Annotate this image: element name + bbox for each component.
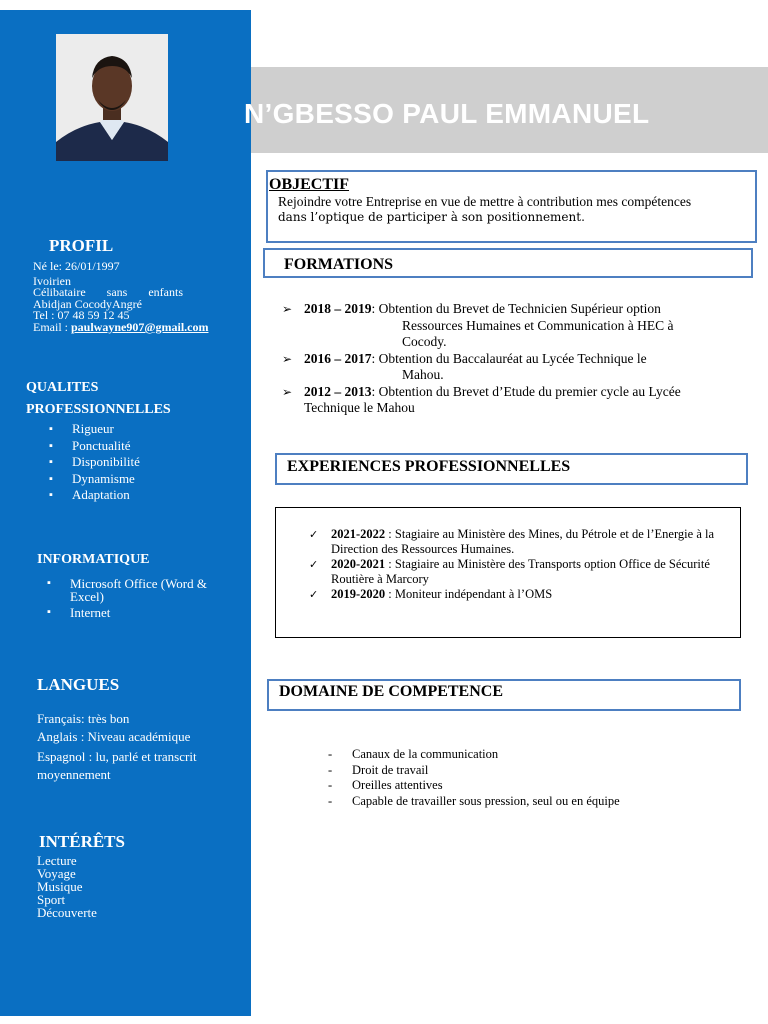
experiences-title: EXPERIENCES PROFESSIONNELLES: [287, 458, 571, 475]
experience-years: 2020-2021: [331, 557, 386, 571]
list-item: - Oreilles attentives: [328, 778, 748, 794]
langues-title: LANGUES: [37, 675, 120, 694]
profile-photo: [56, 34, 168, 161]
candidate-name: N’GBESSO PAUL EMMANUEL: [244, 98, 650, 129]
profil-birth: Né le: 26/01/1997: [33, 259, 120, 273]
experience-item: [307, 587, 727, 602]
list-item: - Capable de travailler sous pression, seul ou en équipe: [328, 794, 748, 810]
profil-title: PROFIL: [49, 236, 114, 255]
experience-text: : Moniteur indépendant à l’OMS: [385, 587, 553, 601]
list-item: ▪ Microsoft Office (Word & Excel): [45, 577, 235, 603]
profil-nationality: Ivoirien: [33, 274, 71, 288]
profil-address: Abidjan CocodyAngré: [33, 297, 142, 311]
langue-francais: Français: très bon: [37, 711, 130, 726]
email-label: Email :: [33, 320, 71, 334]
list-item: ▪ Ponctualité: [47, 438, 140, 455]
interet-item: Voyage: [37, 866, 76, 881]
formations-title: FORMATIONS: [284, 256, 394, 273]
domaine-list: [328, 747, 748, 809]
objectif-title: OBJECTIF: [269, 176, 350, 193]
experience-item: [307, 557, 727, 587]
formation-years: 2018 – 2019: [304, 301, 372, 316]
formation-text: : Obtention du Brevet de Technicien Supérieur option: [371, 301, 661, 316]
formation-text: Technique le Mahou: [304, 400, 415, 415]
formation-text: : Obtention du Brevet d’Etude du premier cycle au Lycée: [371, 383, 681, 399]
objectif-line-2: dans l’optique de participer à son positionnement.: [278, 210, 585, 224]
formations-list: [282, 301, 752, 417]
formation-text: Cocody.: [402, 334, 447, 349]
objectif-line-1: Rejoindre votre Entreprise en vue de mettre à contribution mes compétences: [278, 194, 692, 209]
langue-espagnol: Espagnol : lu, parlé et transcrit moyennement: [37, 749, 197, 782]
formation-item: [282, 351, 752, 384]
formation-item: [282, 384, 752, 417]
list-item: ▪ Rigueur: [47, 421, 140, 438]
list-item: ▪ Adaptation: [47, 487, 140, 504]
experience-text: : Stagiaire au Ministère des Mines, du Pétrole et de l’Energie à la Direction des Ressources Humaines.: [331, 527, 715, 556]
domaine-title: DOMAINE DE COMPETENCE: [279, 683, 504, 700]
list-item: - Canaux de la communication: [328, 747, 748, 763]
profil-phone: Tel : 07 48 59 12 45: [33, 308, 130, 322]
informatique-title: INFORMATIQUE: [37, 552, 150, 567]
interet-item: Lecture: [37, 853, 77, 868]
interet-item: Sport: [37, 892, 66, 907]
interet-item: Musique: [37, 879, 83, 894]
list-item: ▪ Disponibilité: [47, 454, 140, 471]
formation-text: : Obtention du Baccalauréat au Lycée Technique le: [371, 350, 647, 366]
profil-status: Célibataire sans enfants: [33, 285, 183, 299]
formation-item: [282, 301, 752, 351]
formation-text: Ressources Humaines et Communication à HEC à: [402, 317, 674, 333]
interets-title: INTÉRÊTS: [39, 832, 125, 851]
qualites-title-1: QUALITES: [26, 380, 99, 395]
formation-years: 2012 – 2013: [304, 383, 372, 399]
formation-text: Mahou.: [402, 367, 444, 382]
langue-anglais: Anglais : Niveau académique: [37, 729, 191, 744]
sidebar: [0, 10, 251, 1016]
experience-years: 2019-2020: [331, 587, 386, 601]
email-link[interactable]: paulwayne907@gmail.com: [71, 320, 209, 334]
experience-item: [307, 527, 727, 557]
list-item: ▪ Internet: [45, 606, 235, 619]
informatique-list: [45, 577, 235, 619]
formation-years: 2016 – 2017: [304, 350, 372, 366]
profil-email-row: [33, 321, 209, 333]
list-item: - Droit de travail: [328, 763, 748, 779]
list-item: ▪ Dynamisme: [47, 471, 140, 488]
experience-text: : Stagiaire au Ministère des Transports option Office de Sécurité Routière à Marcory: [331, 557, 710, 586]
experiences-list: [307, 527, 727, 602]
experience-years: 2021-2022: [331, 527, 386, 541]
interet-item: Découverte: [37, 905, 97, 920]
qualites-list: [47, 421, 140, 504]
qualites-title-2: PROFESSIONNELLES: [26, 402, 171, 417]
